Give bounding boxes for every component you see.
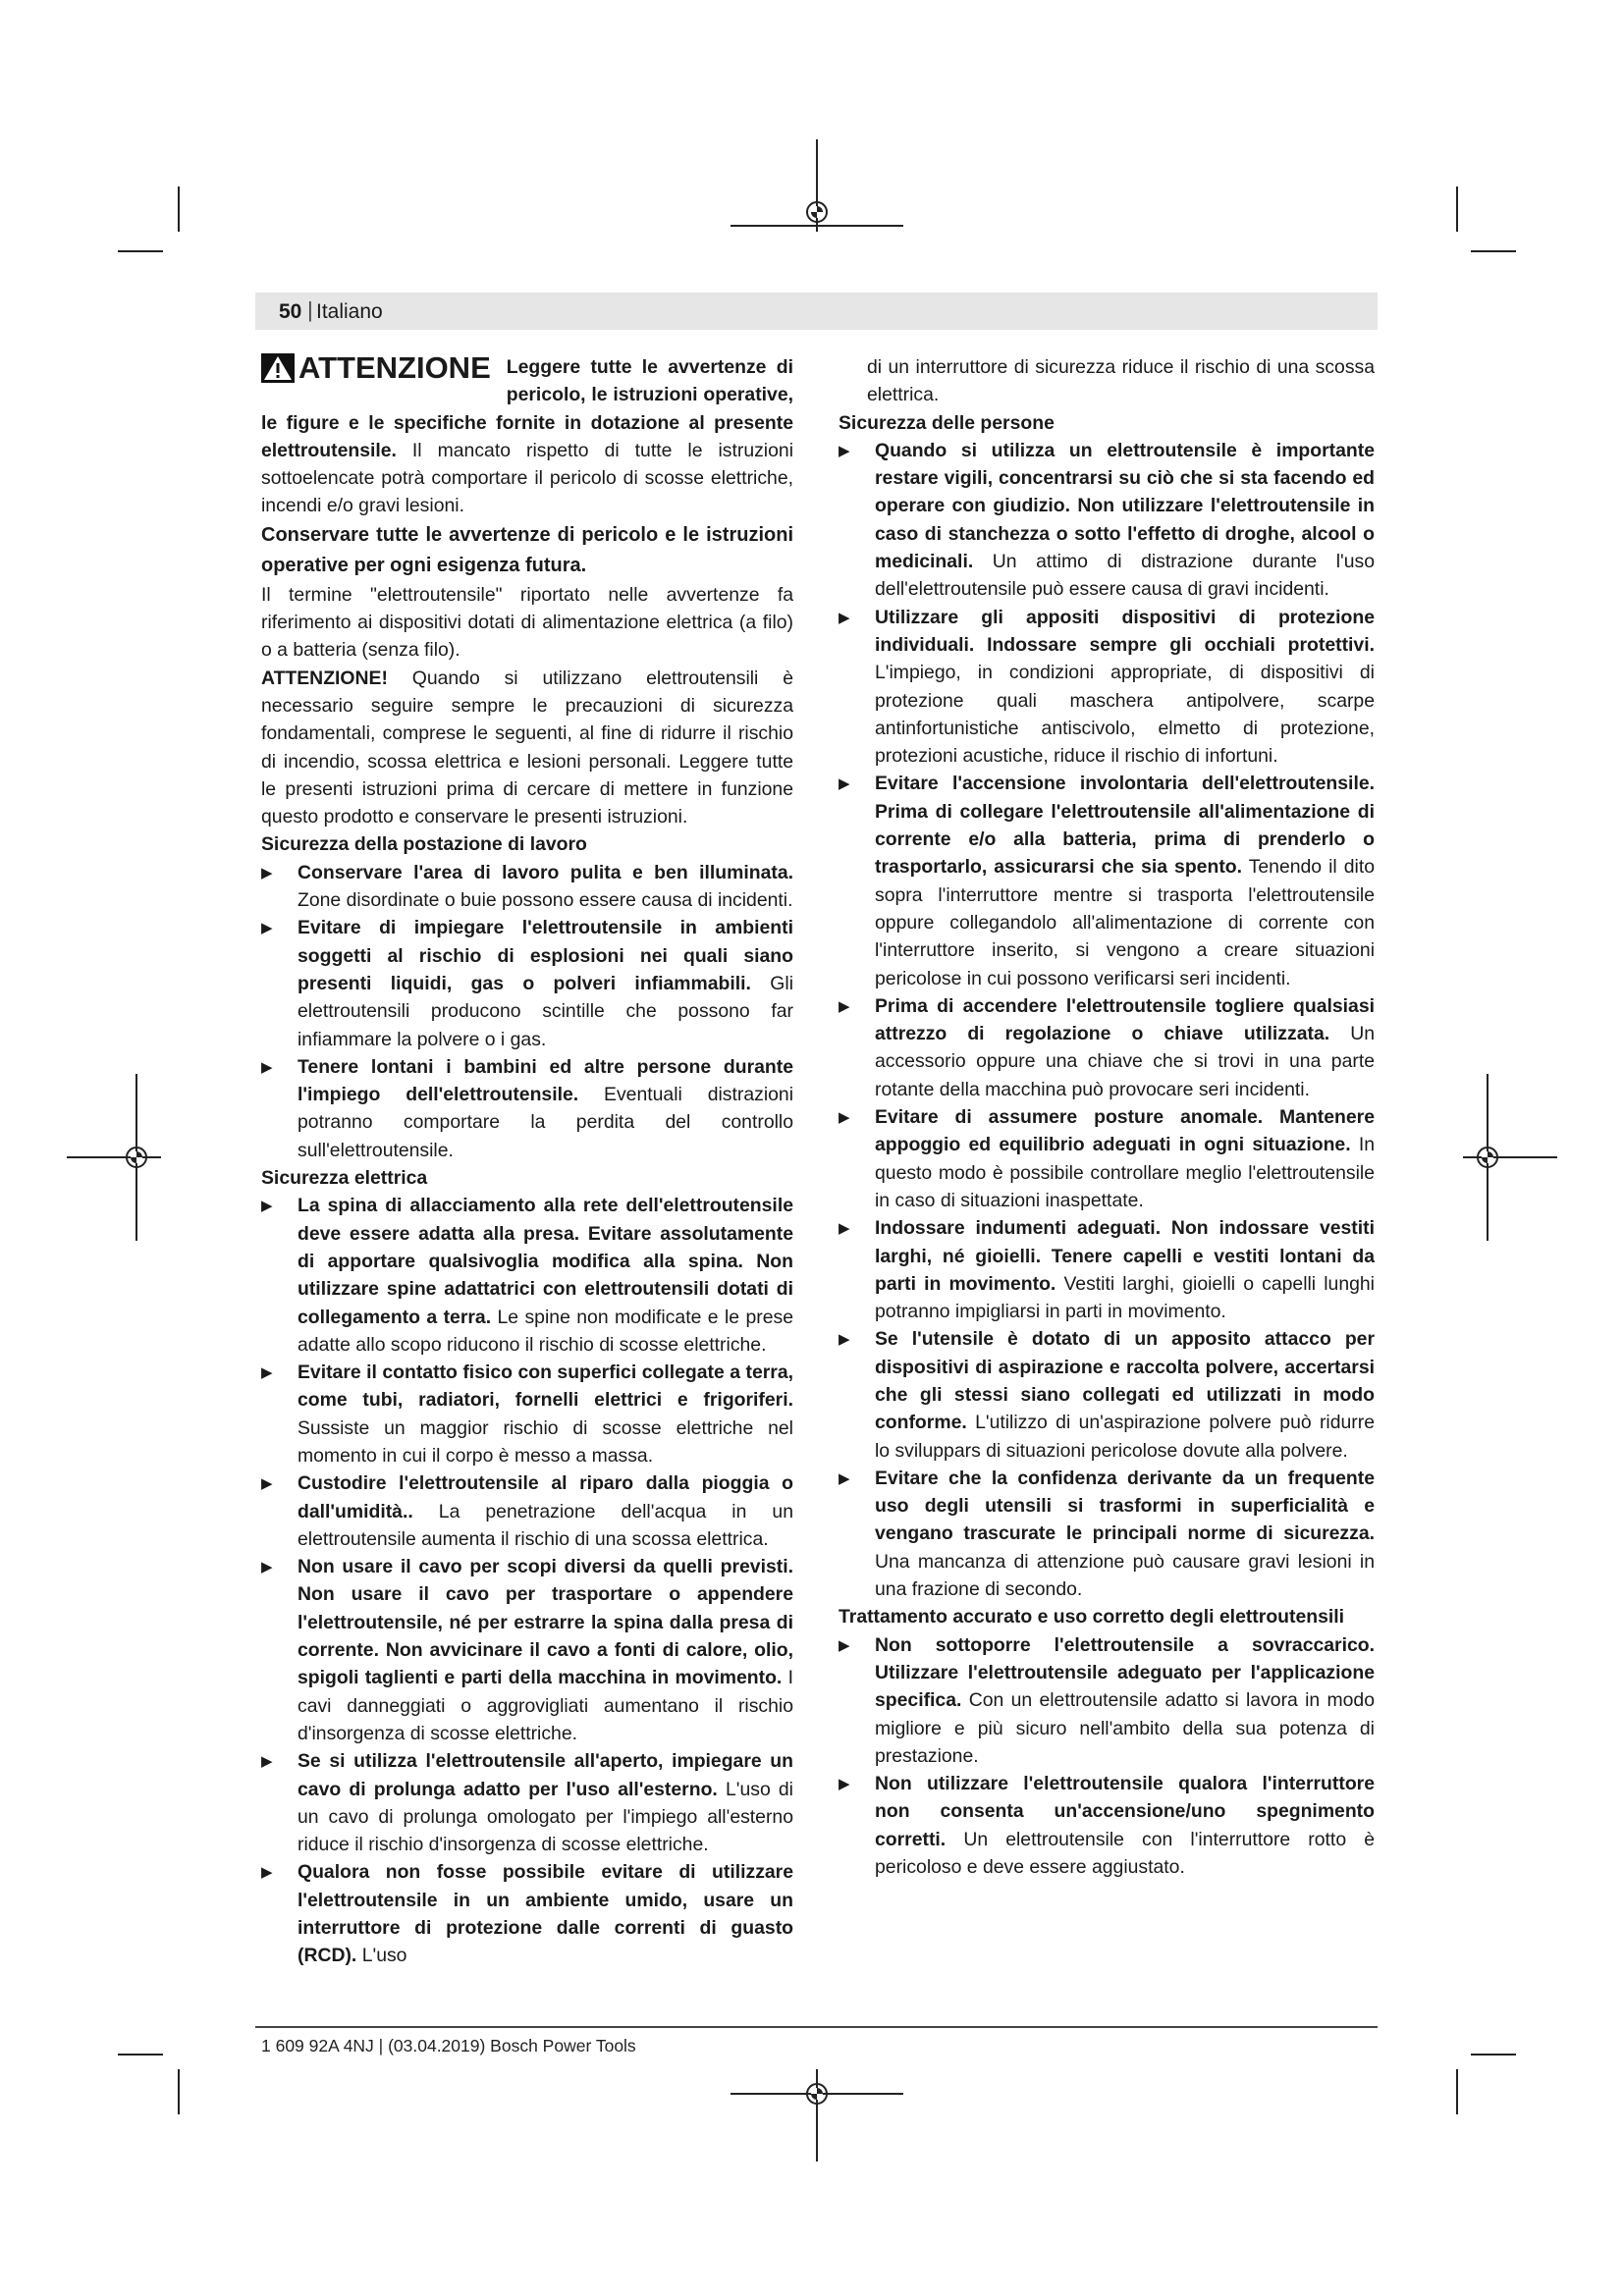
crop-mark — [178, 2069, 180, 2114]
list-item: ▶ Custodire l'elettroutensile al riparo dalla pioggia o dall'umidità.. La penetrazione dell'acqua in un elettroutensile aumenta il rischio di una scossa elettrica. — [261, 1469, 793, 1553]
list-item: ▶ Utilizzare gli appositi dispositivi di protezione individuali. Indossare sempre gli occhiali protettivi. L'impiego, in condizioni appropriate, di dispositivi di protezione quali maschera antipolvere, scarpe antinfortunistiche antiscivolo, elmetto di protezione, protezioni acustiche, riduce il rischio di infortuni. — [839, 604, 1375, 771]
section-title-handling: Trattamento accurato e uso corretto degli elettroutensili — [839, 1606, 1345, 1629]
list-item: ▶ Se si utilizza l'elettroutensile all'aperto, impiegare un cavo di prolunga adatto per l'uso all'esterno. L'uso di un cavo di prolunga omologato per l'impiego all'esterno riduce il rischio d'insorgenza di scosse elettriche. — [261, 1747, 793, 1858]
crop-mark — [1471, 2054, 1516, 2056]
crop-mark — [178, 187, 180, 232]
crop-mark — [1456, 2069, 1458, 2114]
list-item: ▶ Conservare l'area di lavoro pulita e ben illuminata. Zone disordinate o buie possono essere causa di incidenti. — [261, 859, 793, 915]
registration-line — [731, 225, 903, 227]
page-header-bar — [255, 293, 1378, 330]
warning-block — [261, 350, 793, 520]
warning-triangle-icon — [261, 353, 295, 383]
list-item: ▶ Non utilizzare l'elettroutensile qualora l'interruttore non consenta un'accensione/uno spegnimento corretti. Un elettroutensile con l'interruttore rotto è pericoloso e deve essere aggiustato. — [839, 1770, 1375, 1881]
warning-label-text: ATTENZIONE — [298, 350, 491, 385]
footer-rule — [255, 2026, 1378, 2028]
attention-paragraph — [261, 665, 793, 831]
list-item: ▶ Qualora non fosse possibile evitare di utilizzare l'elettroutensile in un ambiente umido, usare un interruttore di protezione dalle correnti di guasto (RCD). L'uso — [261, 1858, 793, 1969]
keep-instructions: Conservare tutte le avvertenze di pericolo e le istruzioni operative per ogni esigenza futura. — [261, 523, 793, 576]
header-separator: | — [307, 297, 313, 322]
section-title-work-area: Sicurezza della postazione di lavoro — [261, 833, 587, 856]
definition-paragraph: Il termine "elettroutensile" riportato nelle avvertenze fa riferimento ai dispositivi dotati di alimentazione elettrica (a filo) o a batteria (senza filo). — [261, 583, 793, 662]
list-item: ▶ Indossare indumenti adeguati. Non indossare vestiti larghi, né gioielli. Tenere capelli e vestiti lontani da parti in movimento. Vestiti larghi, gioielli o capelli lunghi potranno impigliarsi in parti in movimento. — [839, 1214, 1375, 1325]
crop-mark — [118, 250, 163, 252]
crop-mark — [1456, 187, 1458, 232]
list-item: ▶ Non usare il cavo per scopi diversi da quelli previsti. Non usare il cavo per trasportare o appendere l'elettroutensile, né per estrarre la spina dalla presa di corrente. Non avvicinare il cavo a fonti di calore, olio, spigoli taglienti e parti della macchina in movimento. I cavi danneggiati o aggrovigliati aumentano il rischio d'insorgenza di scosse elettriche. — [261, 1553, 793, 1747]
list-item: ▶ Evitare l'accensione involontaria dell'elettroutensile. Prima di collegare l'elettroutensile all'alimentazione di corrente e/o alla batteria, prima di prenderlo o trasportarlo, assicurarsi che sia spento. Tenendo il dito sopra l'interruttore mentre si trasporta l'elettroutensile oppure collegandolo all'alimentazione di corrente con l'interruttore inserito, si vengono a creare situazioni pericolose in cui possono verificarsi seri incidenti. — [839, 770, 1375, 991]
left-column — [261, 350, 794, 1970]
right-column — [839, 353, 1375, 1881]
warning-label — [261, 351, 491, 385]
registration-mark — [1477, 1147, 1498, 1168]
section-title-electrical: Sicurezza elettrica — [261, 1167, 428, 1190]
registration-mark — [806, 2083, 828, 2105]
attention-bold: ATTENZIONE! — [261, 667, 388, 689]
list-item: ▶ Non sottoporre l'elettroutensile a sovraccarico. Utilizzare l'elettroutensile adeguato per l'applicazione specifica. Con un elettroutensile adatto si lavora in modo migliore e più sicuro nell'ambito della sua potenza di prestazione. — [839, 1631, 1375, 1770]
list-item: ▶ Evitare che la confidenza derivante da un frequente uso degli utensili si trasformi in superficialità e vengano trascurate le principali norme di sicurezza. Una mancanza di attenzione può causare gravi lesioni in una frazione di secondo. — [839, 1465, 1375, 1603]
crop-mark — [1471, 250, 1516, 252]
list-item: ▶ Evitare di assumere posture anomale. Mantenere appoggio ed equilibrio adeguati in ogni situazione. In questo modo è possibile controllare meglio l'elettroutensile in caso di situazioni inaspettate. — [839, 1103, 1375, 1214]
registration-mark — [126, 1147, 147, 1168]
list-item: ▶ Evitare di impiegare l'elettroutensile in ambienti soggetti al rischio di esplosioni nei quali siano presenti liquidi, gas o polveri infiammabili. Gli elettroutensili producono scintille che possono far infiammare la polvere o i gas. — [261, 914, 793, 1052]
page-number: 50 — [279, 300, 302, 323]
section-title-personal: Sicurezza delle persone — [839, 411, 1055, 434]
crop-mark — [118, 2054, 163, 2056]
warning-first-line: Leggere tutte le avvertenze di pericolo, le istruzioni operative, le figure e le specifiche fornite in dotazione al presente elettroutensile. — [261, 356, 793, 461]
list-item: ▶ Prima di accendere l'elettroutensile togliere qualsiasi attrezzo di regolazione o chiave utilizzata. Un accessorio oppure una chiave che si trovi in una parte rotante della macchina può provocare seri incidenti. — [839, 992, 1375, 1103]
list-item: ▶ Se l'utensile è dotato di un apposito attacco per dispositivi di aspirazione e raccolta polvere, accertarsi che gli stessi siano collegati ed utilizzati in modo conforme. L'utilizzo di un'aspirazione polvere può ridurre lo sviluppars di situazioni pericolose dovute alla polvere. — [839, 1325, 1375, 1464]
list-item: ▶ La spina di allacciamento alla rete dell'elettroutensile deve essere adatta alla presa. Evitare assolutamente di apportare qualsivoglia modifica alla spina. Non utilizzare spine adattatrici con elettroutensili dotati di collegamento a terra. Le spine non modificate e le prese adatte allo scopo riducono il rischio di scosse elettriche. — [261, 1192, 793, 1359]
list-item: ▶ Quando si utilizza un elettroutensile è importante restare vigili, concentrarsi su ciò che si sta facendo ed operare con giudizio. Non utilizzare l'elettroutensile in caso di stanchezza o sotto l'effetto di droghe, alcool o medicinali. Un attimo di distrazione durante l'uso dell'elettroutensile può essere causa di gravi incidenti. — [839, 437, 1375, 604]
footer-text: 1 609 92A 4NJ | (03.04.2019) Bosch Power Tools — [261, 2036, 636, 2056]
continuation-text: di un interruttore di sicurezza riduce il rischio di una scossa elettrica. — [867, 356, 1375, 406]
list-item: ▶ Evitare il contatto fisico con superfici collegate a terra, come tubi, radiatori, fornelli elettrici e frigoriferi. Sussiste un maggior rischio di scosse elettriche nel momento in cui il corpo è messo a massa. — [261, 1359, 793, 1469]
attention-text: Quando si utilizzano elettroutensili è necessario seguire sempre le precauzioni di sicurezza fondamentali, comprese le seguenti, al fine di ridurre il rischio di incendio, scossa elettrica e lesioni personali. Leggere tutte le presenti istruzioni prima di cercare di mettere in funzione questo prodotto e conservare le presenti istruzioni. — [261, 667, 793, 828]
warning-rest: Il mancato rispetto di tutte le istruzioni sottoelencate potrà comportare il pericolo di scosse elettriche, incendi e/o gravi lesioni. — [261, 439, 793, 517]
header-language: Italiano — [316, 300, 383, 323]
list-item: ▶ Tenere lontani i bambini ed altre persone durante l'impiego dell'elettroutensile. Eventuali distrazioni potranno comportare la perdita del controllo sull'elettroutensile. — [261, 1053, 793, 1164]
registration-mark — [806, 201, 828, 223]
